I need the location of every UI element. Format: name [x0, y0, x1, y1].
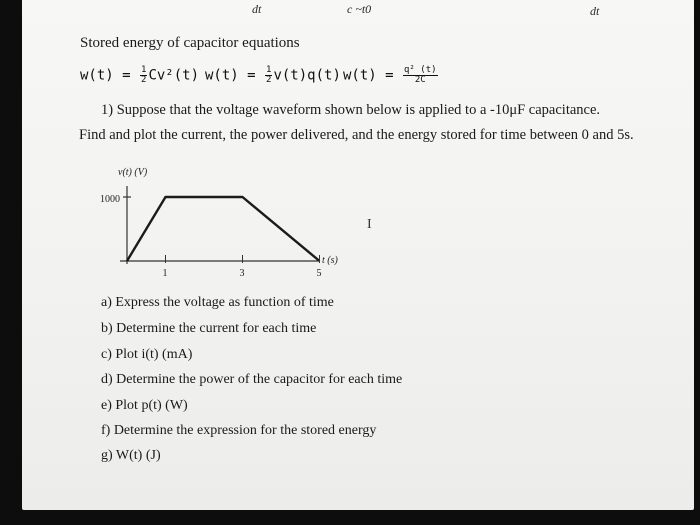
task-item-d: d) Determine the power of the capacitor for each time	[101, 372, 403, 387]
cropped-top-strip	[22, 0, 694, 20]
top-fragment-2: c ~t0	[347, 2, 372, 16]
formula-1-numerator: 1	[141, 65, 147, 75]
chart-y-axis-label: v(t) (V)	[118, 167, 148, 178]
voltage-waveform-line	[127, 197, 320, 261]
formula-1-fraction	[140, 66, 147, 85]
formula-3-lhs: w(t) =	[343, 67, 394, 84]
formula-3-fraction	[403, 66, 438, 85]
chart-x-tick-label-3: 3	[239, 268, 245, 279]
task-item-c: c) Plot i(t) (mA)	[101, 347, 193, 362]
formula-2-lhs: w(t) =	[205, 67, 256, 84]
formula-1-rhs: Cv²(t)	[148, 67, 200, 84]
chart-x-axis-label: t (s)	[322, 255, 338, 266]
problem-line-1: 1) Suppose that the voltage waveform shown below is applied to a -10μF capacitance.	[101, 102, 601, 118]
page-heading: Stored energy of capacitor equations	[80, 35, 300, 51]
formula-2-rhs: v(t)q(t)	[273, 67, 341, 84]
task-item-e: e) Plot p(t) (W)	[101, 398, 188, 413]
formula-3-denominator: 2C	[414, 75, 426, 85]
task-item-f: f) Determine the expression for the stored energy	[101, 423, 377, 438]
chart-y-tick-label-1000: 1000	[100, 194, 120, 205]
top-fragment-3: dt	[590, 4, 600, 18]
formula-1	[80, 66, 199, 85]
task-item-a: a) Express the voltage as function of time	[101, 295, 334, 310]
task-item-b: b) Determine the current for each time	[101, 321, 317, 336]
formula-2	[205, 66, 341, 85]
formula-1-lhs: w(t) =	[80, 67, 131, 84]
formula-3-numerator: q² (t)	[404, 65, 437, 75]
voltage-waveform-chart	[90, 160, 350, 290]
task-item-g: g) W(t) (J)	[101, 448, 161, 463]
chart-x-tick-label-5: 5	[316, 268, 322, 279]
top-fragment-1: dt	[252, 2, 262, 16]
formula-1-denominator: 2	[141, 75, 147, 85]
text-cursor-glyph: I	[367, 217, 372, 232]
problem-line-2: Find and plot the current, the power delivered, and the energy stored for time between 0 and 5s.	[79, 127, 634, 143]
formula-2-denominator: 2	[266, 75, 272, 85]
formula-3	[343, 66, 439, 85]
formula-2-numerator: 1	[266, 65, 272, 75]
chart-x-tick-label-1: 1	[162, 268, 168, 279]
formula-2-fraction	[265, 66, 272, 85]
